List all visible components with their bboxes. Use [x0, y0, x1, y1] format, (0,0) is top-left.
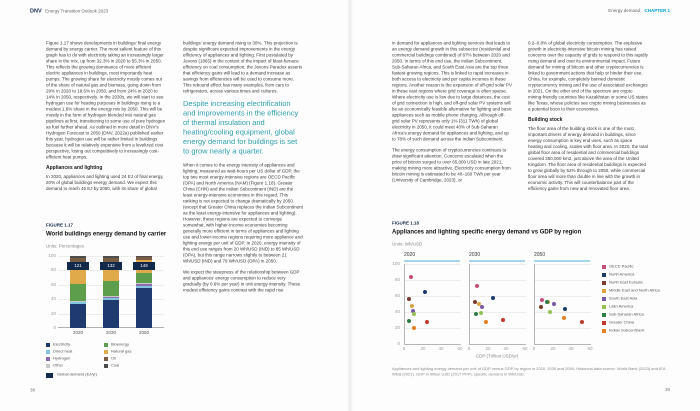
fig118-xlabel-wrap: [404, 353, 590, 365]
page-number-right-wrap: [640, 387, 670, 395]
fig118-caption-wrap: [392, 366, 670, 388]
body-paragraph: The floor area of the building stock is one of the most important drivers of energy demand in buildings, since energy consumption in key end uses, such as space heating and cooling, scales with floor area. In 2020, the total global floor area of residential and commercial buildings covered 250,000 km2, just above the area of the United Kingdom. The floor area of residential buildings is expected to grow globally by 52% through to 2050, while commercial floor area will more than double in line with the growth in economic activity. This will counterbalance part of the efficiency gains from new and renovated floor area.: [528, 126, 648, 191]
legend-label: OECD Pacific: [609, 264, 634, 269]
bar-segment-bioenergy: [103, 281, 119, 296]
scatter-point-latin-america: [412, 312, 416, 316]
body-paragraph: buildings' energy demand rising to 30%. This projection is despite significant expected improvements in the energy efficiency of appliances and lighting. First postulated by Jevons (1865) in the context of the impact of blast-furnace efficiency on coal consumption, the Jevons Paradox asserts that efficiency gains will lead to a demand increase as savings from efficiencies will be used to consume more. This rebound effect has many examples, from cars to refrigerators, across various times and cultures.: [183, 40, 303, 94]
legend-label: Other: [53, 363, 64, 368]
scatter-point-greater-china: [425, 320, 429, 324]
legend-item: [602, 328, 674, 336]
fig117-title-wrap: [46, 230, 196, 244]
scatter-point-south-east-asia: [552, 302, 556, 306]
scatter-point-north-east-eurasia: [539, 305, 543, 309]
bar-segment-electricity: [103, 300, 119, 328]
body-paragraph: The energy consumption of cryptocurrencies continues to draw significant attention. Concerns escalated when the price of bitcoin surged to over 65,000 USD in late 2021, making mining more attractive. Electricity consumption from bitcoin mining is estimated to be 40–160 TWh per year (University of Cambridge, 2023), or: [392, 147, 511, 183]
legend-item: [104, 342, 162, 349]
bar-total-badge: [100, 262, 122, 270]
fig118-scatter-panels: [404, 252, 594, 356]
y-tick-label: 60: [394, 293, 400, 298]
legend-label: Latin America: [609, 304, 634, 309]
scatter-point-north-east-eurasia: [473, 300, 477, 304]
bar-segment-direct-heat: [70, 302, 86, 304]
fig118-units: Units: Wh/USD: [392, 241, 423, 247]
legend-item: [46, 363, 104, 370]
gridline: [405, 296, 461, 297]
legend-item: [104, 363, 162, 370]
legend-swatch: [46, 350, 50, 354]
scatter-point-latin-america: [548, 310, 552, 314]
chapter-tag: CHAPTER 1: [644, 8, 670, 13]
report-title: Energy Transition Outlook 2023: [45, 8, 109, 14]
bar-segment-electricity: [70, 304, 86, 328]
gridline: [470, 280, 526, 281]
left-page-column-2: [183, 40, 303, 392]
bar-total-badge: [133, 262, 155, 270]
legend-swatch: [602, 305, 606, 309]
body-paragraph: When it comes to the energy intensity of appliances and lighting, measured as watt-hours per US dollar of GDP, the top two most energy-intensive regions are OECD Pacific (OPA) and North America (NAM) (Figure 1.18). Greater China (CHN) and the Indian Subcontinent (IND) are the least energy-intensive economies in this regard. This ranking is not expected to change dramatically by 2050 (except that Greater China replaces the Indian Subcontinent as the least energy-intensive for appliances and lighting). However, these regions are expected to converge somewhat, with higher-income economies becoming generally more efficient in terms of appliances and lighting use and lower-income regions requiring more appliance and lighting energy per unit of GDP. In 2020, energy intensity of this end use ranges from 20 Wh/USD (IND) to 85 Wh/USD (OPA), but this range narrows slightly to between 21 Wh/USD (IND) and 79 Wh/USD (OPA) in 2050.: [183, 162, 303, 264]
bar-segment-hydrogen: [103, 297, 119, 298]
fig117-legend: [46, 342, 166, 370]
fig117-units: Units: Percentages: [46, 243, 85, 249]
header-left: [30, 8, 250, 18]
x-tick-label: 40: [503, 346, 509, 351]
bar-segment-bioenergy: [70, 284, 86, 301]
scatter-panel-2050: [534, 264, 591, 345]
legend-label: Direct heat: [53, 349, 73, 354]
fig117-x-axis: [58, 330, 164, 338]
body-paragraph: in demand for appliances and lighting services that leads to an energy demand growth in this subsector (residential and commercial buildings combined) of 87% between 2020 and 2050. In terms of this end use, the Indian Subcontinent, Sub-Saharan Africa, and South East Asia are the top three fastest-growing regions. This is linked to rapid increases in both access to electricity and per capita incomes in these regions. Another reason is the expansion of off-grid solar PV in these vast regions where grid coverage is often sparse. Where electricity use is low due to large distances, the cost of grid connection is high, and off-grid solar PV systems will be an economically feasible alternative for lighting and basic appliances such as mobile phone charging. Although off-grid solar PV represents only 1% (311 TWh) of global electricity in 2050, it could meet 40% of Sub-Saharan Africa's energy demand for appliances and lighting, and up to 78% of such demand across the Indian Subcontinent.: [392, 40, 512, 142]
legend-label: North America: [609, 272, 635, 277]
scatter-point-north-east-eurasia: [407, 297, 411, 301]
scatter-point-greater-china: [580, 320, 584, 324]
gridline: [405, 280, 461, 281]
legend-label: South East Asia: [609, 296, 638, 301]
legend-label: Electricity: [53, 342, 71, 347]
scatter-point-north-america: [491, 296, 495, 300]
bar-total-value: 121: [74, 263, 82, 268]
y-tick-label: 100: [392, 261, 400, 266]
scatter-point-sub-saharan-africa: [407, 319, 411, 323]
legend-item: [602, 312, 674, 320]
panel-accent-bar: [534, 260, 590, 262]
fig117-units-wrap: [46, 243, 176, 255]
gridline: [535, 312, 591, 313]
panel-accent-bar: [404, 260, 460, 262]
y-tick-label: 100: [48, 253, 56, 258]
legend-label: Natural gas: [111, 349, 132, 354]
right-page-column-2: [528, 40, 648, 216]
x-category-label: 2020: [72, 330, 84, 335]
legend-item: [602, 320, 674, 328]
bar-segment-direct-heat: [103, 298, 119, 300]
fig118-label: FIGURE 1.18: [392, 220, 420, 226]
legend-swatch: [602, 321, 606, 325]
gridline: [405, 264, 461, 265]
x-tick-label: 40: [438, 346, 444, 351]
scatter-point-indian-subcontinent: [562, 316, 566, 320]
bar-total-value: 149: [140, 263, 148, 268]
x-category-label: 2050: [138, 330, 150, 335]
fig117-title: World buildings energy demand by carrier: [46, 230, 167, 237]
legend-label: North East Eurasia: [609, 280, 643, 285]
x-tick-label: 60: [522, 346, 528, 351]
bar-segment-other: [70, 301, 86, 302]
legend-swatch: [602, 329, 606, 333]
scatter-point-middle-east-and-north-africa: [410, 304, 414, 308]
y-tick-label: 60: [50, 281, 56, 287]
legend-swatch: [46, 343, 50, 347]
bar-segment-coal: [136, 256, 152, 257]
body-paragraph: We expect the steepness of the relationship between GDP and appliances' energy consumption to reduce very gradually (by 0.6% per year) in unit energy intensity. These modest efficiency gains contrast with the rapid rise: [183, 269, 301, 293]
fig118-caption: Appliances and lighting energy demand per unit of GDP versus GDP by region in 2020, 2030 and 2050. Historical data source: World Bank (2023) and IEA WEB (2021). GDP in trillion USD (2017 PPP); specific demand in Wh/USD.: [392, 366, 666, 377]
fig118-title-wrap: [392, 228, 602, 242]
legend-swatch: [602, 313, 606, 317]
legend-swatch: [46, 357, 50, 361]
scatter-point-indian-subcontinent: [412, 326, 416, 330]
gridline: [535, 328, 591, 329]
right-page-column-1: [392, 40, 512, 216]
bar-segment-direct-heat: [136, 286, 152, 289]
scatter-point-south-east-asia: [480, 305, 484, 309]
scatter-point-latin-america: [479, 311, 483, 315]
body-paragraph: In 2020, appliances and lighting used 24 EJ of final energy, 20% of global buildings energy demand. We expect this demand to reach 45 EJ by 2050, with its share of global: [46, 174, 164, 191]
x-tick-label: 20: [550, 346, 556, 351]
scatter-point-oecd-pacific: [409, 275, 413, 279]
gridline: [470, 296, 526, 297]
legend-swatch: [104, 357, 108, 361]
bar-segment-oil: [136, 257, 152, 260]
scatter-point-north-america: [563, 307, 567, 311]
gridline: [535, 280, 591, 281]
x-tick-label: 20: [485, 346, 491, 351]
body-paragraph: Figure 1.17 shows developments in buildings' final energy demand by energy carrier. The most salient feature of this graph has to do with electricity taking an increasingly larger share in the mix, up from 32.3% in 2020 to 55.3% in 2050. This reflects the growing dominance of more efficient electric appliances in buildings, most importantly heat pumps. The growing share for electricity mostly comes out of the share of natural gas and biomass, going down from 29% in 2020 to 18.5% in 2050, and from 24% in 2020 to 14% in 2050, respectively. In the 2030s, we will start to see hydrogen use for heating purposes in buildings rising to a modest 1.6% share in the energy mix by 2050. This will be mostly in the form of hydrogen blended into natural gas pipelines at first, transitioning to some use of pure hydrogen as fuel further ahead. As outlined in more detail in DNV's Hydrogen Forecast to 2050 (DNV, 2022a) published earlier this year, hydrogen use will be rather limited in buildings because it will be relatively expensive from a levelized cost perspective, losing out competitively to increasingly cost-efficient heat pumps.: [46, 40, 166, 160]
y-tick-label: 40: [394, 309, 400, 314]
fig118-legend: [602, 264, 674, 336]
y-tick-label: 80: [394, 277, 400, 282]
y-tick-label: 40: [50, 296, 56, 302]
brand-logo: DNV: [30, 8, 42, 14]
legend-swatch: [104, 343, 108, 347]
legend-label: Greater China: [609, 320, 635, 325]
legend-item: [602, 280, 674, 288]
section-title: Energy demand: [608, 8, 640, 13]
scatter-point-sub-saharan-africa: [474, 312, 478, 316]
fig118-y-axis: [388, 252, 402, 356]
y-tick-label: 0: [53, 325, 56, 330]
panel-accent-bar: [469, 260, 525, 262]
fig118-title: Appliances and lighting specific energy demand vs GDP by region: [392, 228, 582, 235]
left-page-column-1: [46, 40, 166, 218]
legend-label: Oil: [111, 356, 116, 361]
page-seam: [347, 0, 353, 411]
gridline: [535, 264, 591, 265]
legend-label: Hydrogen: [53, 356, 71, 361]
bar-total-value: 132: [107, 263, 115, 268]
bar-total-badge: [67, 262, 89, 270]
scatter-point-oecd-pacific: [475, 284, 479, 288]
legend-label: Indian Subcontinent: [609, 328, 645, 333]
page-number-left: 38: [30, 387, 36, 393]
legend-item: [602, 272, 674, 280]
gridline: [535, 296, 591, 297]
x-tick-label: 0: [402, 346, 406, 351]
legend-swatch: [104, 364, 108, 368]
panel-year-label: 2020: [404, 252, 416, 258]
scatter-panel-2020: [404, 264, 461, 345]
legend-item: [104, 349, 162, 356]
bar-segment-coal: [70, 256, 86, 258]
legend-item: [602, 296, 674, 304]
legend-swatch: [602, 265, 606, 269]
bar-segment-electricity: [136, 288, 152, 328]
x-tick-label: 20: [420, 346, 426, 351]
bar-segment-hydrogen: [136, 284, 152, 285]
legend-label-global-demand: Global demand (EJ/yr): [57, 372, 98, 377]
legend-label: Coal: [111, 363, 120, 368]
legend-swatch: [602, 297, 606, 301]
bar-segment-other: [136, 283, 152, 284]
legend-swatch-global-demand: [46, 373, 53, 378]
fig118-x-axis-label: GDP (Trillion USD/yr): [475, 353, 519, 359]
scatter-point-north-america: [423, 290, 427, 294]
legend-swatch: [602, 281, 606, 285]
scatter-point-indian-subcontinent: [484, 320, 488, 324]
fig117-global-demand-legend: [46, 372, 166, 380]
y-tick-label: 0: [397, 341, 400, 346]
panel-year-label: 2050: [534, 252, 546, 258]
x-tick-label: 60: [587, 346, 593, 351]
x-tick-label: 60: [457, 346, 463, 351]
legend-item: [46, 342, 104, 349]
legend-item: [602, 304, 674, 312]
legend-item: [602, 288, 674, 296]
legend-swatch: [602, 289, 606, 293]
bar-segment-coal: [103, 256, 119, 258]
subheading-building-stock: Building stock: [528, 117, 563, 123]
scatter-panel-2030: [469, 264, 526, 345]
legend-item: [46, 349, 104, 356]
legend-item: [46, 356, 104, 363]
fig117-label: FIGURE 1.17: [46, 222, 74, 228]
y-tick-label: 20: [50, 310, 56, 316]
scatter-point-oecd-pacific: [540, 298, 544, 302]
fig117-y-axis: [44, 253, 56, 334]
header-right: [450, 8, 670, 18]
y-tick-label: 80: [50, 267, 56, 273]
page-number-left-wrap: [30, 387, 60, 395]
x-category-label: 2030: [105, 330, 117, 335]
bar-segment-bioenergy: [136, 273, 152, 283]
subheading-appliances-and-lighting: Appliances and lighting: [46, 165, 103, 171]
legend-swatch: [602, 273, 606, 277]
body-paragraph: 0.2–0.8% of global electricity consumption. The explosive growth in electricity-intensive bitcoin mining has raised concerns over the capacity of grids to respond to this rapidly rising demand and over its environmental impact. Future demand for mining of bitcoin and other cryptocurrencies is linked to government actions that help or hinder their use. China, for example, completely banned domestic cryptocurrency mining and the use of associated exchanges in 2021. On the other end of the spectrum are crypto mining-friendly countries like Kazakhstan or some US states like Texas, whose policies see crypto mining businesses as a potential boon to their economies.: [528, 40, 648, 112]
legend-swatch: [104, 350, 108, 354]
legend-swatch: [46, 364, 50, 368]
panel-year-label: 2030: [469, 252, 481, 258]
bar-segment-other: [103, 296, 119, 297]
legend-label: Middle East and North Africa: [609, 288, 660, 293]
x-tick-label: 0: [532, 346, 536, 351]
legend-label: Sub-Saharan Africa: [609, 312, 644, 317]
legend-label: Bioenergy: [111, 342, 130, 347]
gridline: [470, 328, 526, 329]
scatter-point-greater-china: [501, 318, 505, 322]
gridline: [470, 264, 526, 265]
pull-quote: Despite increasing electrification and improvements in the efficiency of thermal insulation and heating/cooling equipment, global energy demand for buildings is set to grow nearly a quarter.: [183, 99, 299, 156]
legend-item: [104, 356, 162, 363]
y-tick-label: 20: [394, 325, 400, 330]
x-tick-label: 40: [568, 346, 574, 351]
x-tick-label: 0: [467, 346, 471, 351]
page-number-right: 39: [664, 387, 670, 392]
legend-item: [602, 264, 674, 272]
fig117-chart-plot: [58, 256, 164, 328]
